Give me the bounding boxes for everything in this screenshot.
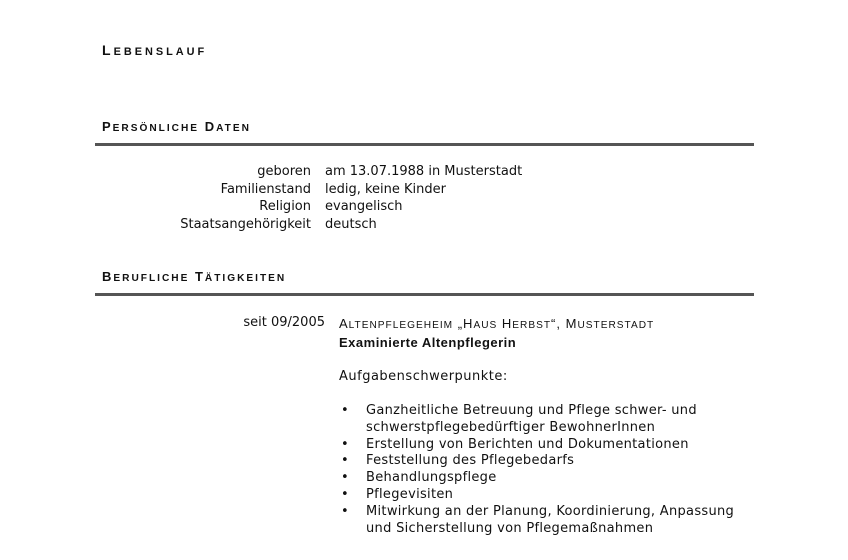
bullet-icon: •: [341, 503, 349, 519]
field-label: Religion: [259, 199, 311, 214]
field-value: deutsch: [325, 216, 377, 232]
document-title: LEBENSLAUF: [102, 42, 208, 58]
field-label: Staatsangehörigkeit: [180, 216, 311, 232]
bullet-icon: •: [341, 436, 349, 452]
bullet-icon: •: [341, 470, 349, 486]
job-date: seit 09/2005: [243, 315, 325, 330]
field-value: ledig, keine Kinder: [325, 181, 447, 197]
bullet-icon: •: [341, 453, 349, 469]
task-text: Erstellung von Berichten und Dokumentationen: [366, 436, 689, 452]
field-label: geboren: [257, 164, 311, 179]
personal-row-birth: [95, 163, 754, 181]
bullet-icon: •: [341, 486, 349, 502]
section-heading-career: BERUFLICHE TÄTIGKEITEN: [102, 269, 287, 284]
list-item: [339, 504, 739, 538]
section-divider-career: [95, 293, 754, 296]
task-text: Mitwirkung an der Planung, Koordinierung, Anpassung und Sicherstellung von Pflegemaßnahmen: [366, 503, 735, 536]
task-text: Feststellung des Pflegebedarfs: [366, 453, 575, 469]
job-task-list: [339, 403, 739, 537]
section-heading-personal: PERSÖNLICHE DATEN: [102, 119, 251, 134]
list-item: [339, 437, 739, 454]
personal-row-religion: [95, 198, 754, 216]
list-item: [339, 487, 739, 504]
bullet-icon: •: [341, 403, 349, 418]
field-value: am 13.07.1988 in Musterstadt: [325, 164, 523, 179]
field-label: Familienstand: [220, 181, 311, 197]
task-text: Behandlungspflege: [366, 470, 497, 486]
personal-data-list: [95, 163, 754, 233]
personal-row-marital-status: [95, 181, 754, 199]
personal-row-nationality: [95, 216, 754, 234]
task-text: Ganzheitliche Betreuung und Pflege schwer- und schwerstpflegebedürftiger BewohnerInnen: [366, 403, 697, 435]
field-value: evangelisch: [325, 199, 403, 214]
job-employer: ALTENPFLEGEHEIM „HAUS HERBST“, MUSTERSTADT: [339, 316, 655, 331]
task-text: Pflegevisiten: [366, 486, 454, 502]
section-divider-personal: [95, 143, 754, 146]
job-title: Examinierte Altenpflegerin: [339, 335, 517, 350]
list-item: [339, 470, 739, 487]
list-item: [339, 453, 739, 470]
job-details: [339, 315, 739, 537]
list-item: [339, 403, 739, 437]
job-focus-heading: Aufgabenschwerpunkte:: [339, 369, 508, 384]
